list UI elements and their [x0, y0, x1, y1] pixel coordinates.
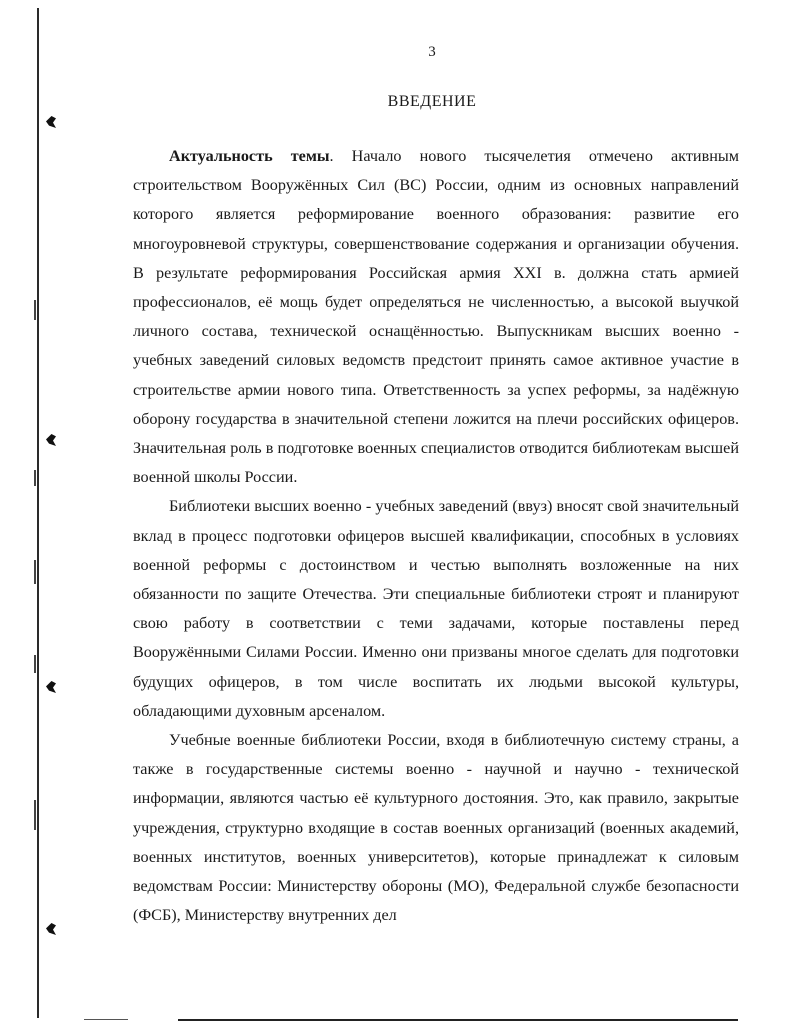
section-heading: ВВЕДЕНИЕ [387, 93, 477, 110]
punch-hole-mark [46, 116, 56, 128]
scan-binding-line [37, 8, 39, 1018]
scan-tick [34, 655, 36, 673]
paragraph-lead: Актуальность темы [169, 147, 330, 165]
page-number: 3 [428, 44, 436, 60]
bottom-rule [178, 1019, 738, 1021]
punch-hole-mark [46, 923, 56, 935]
paragraph [133, 142, 739, 492]
scan-tick [34, 560, 36, 584]
scan-tick [34, 800, 36, 830]
body-text [133, 142, 739, 930]
scan-tick [34, 300, 36, 320]
paragraph: Библиотеки высших военно - учебных заведений (ввуз) вносят свой значительный вклад в процесс подготовки офицеров высшей квалификации, способных в условиях военной реформы с достоинством и честью выполнять возложенные на них обязанности по защите Отечества. Эти специальные библиотеки строят и планируют свою работу в соответствии с теми задачами, которые поставлены перед Вооружёнными Силами России. Именно они призваны многое сделать для подготовки будущих офицеров, в том числе воспитать их людьми высокой культуры, обладающими духовным арсеналом. [133, 497, 739, 720]
paragraph: Учебные военные библиотеки России, входя в библиотечную систему страны, а также в государственные системы военно - научной и научно - технической информации, являются частью её культурного достояния. Это, как правило, закрытые учреждения, структурно входящие в состав военных организаций (военных академий, военных институтов, военных университетов), которые принадлежат к силовым ведомствам России: Министерству обороны (МО), Федеральной службе безопасности (ФСБ), Министерству внутренних дел [133, 731, 739, 925]
scan-tick [34, 470, 36, 486]
punch-hole-mark [46, 434, 56, 446]
bottom-rule-left [84, 1019, 128, 1020]
paragraph-text: . Начало нового тысячелетия отмечено активным строительством Вооружённых Сил (ВС) России, одним из основных направлений которого является реформирование военного образования: развитие его многоуровневой структуры, совершенствование содержания и организации обучения. В результате реформирования Российская армия XXI в. должна стать армией профессионалов, её мощь будет определяться не численностью, а высокой выучкой личного состава, технической оснащённостью. Выпускникам высших военно - учебных заведений силовых ведомств предстоит принять самое активное участие в строительстве армии нового типа. Ответственность за успех реформы, за надёжную оборону государства в значительной степени ложится на плечи российских офицеров. Значительная роль в подготовке военных специалистов отводится библиотекам высшей военной школы России. [133, 147, 739, 487]
punch-hole-mark [46, 681, 56, 693]
